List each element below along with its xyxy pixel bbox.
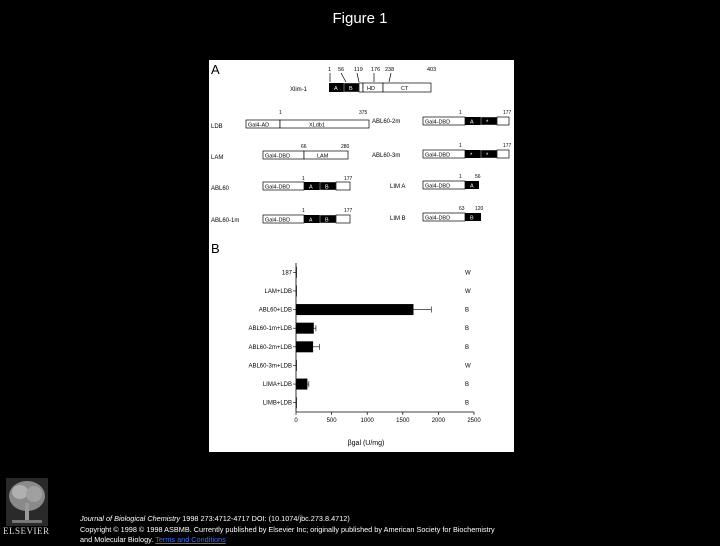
x-axis-label: βgal (U/mg)	[347, 440, 385, 447]
construct-name: ABL60-2m	[372, 119, 401, 125]
construct-box-0: Gal4-DBD	[425, 183, 451, 190]
construct-box-1: A	[470, 119, 474, 126]
bar	[296, 285, 297, 296]
construct-abl60-3m	[372, 143, 512, 159]
construct-name: LDB	[211, 124, 223, 130]
construct-box-0: Gal4-DBD	[425, 119, 451, 126]
panel-b-label: B	[211, 241, 220, 256]
construct-start: 1	[279, 110, 282, 116]
bar	[296, 304, 413, 315]
colony-color-label: B	[465, 382, 470, 389]
construct-box-2: *	[486, 120, 489, 126]
bar	[296, 267, 297, 278]
construct-lim-a	[390, 174, 481, 190]
construct-name: LIM A	[390, 184, 406, 190]
x-tick-label: 1000	[360, 418, 374, 424]
colony-color-label: W	[465, 363, 471, 370]
construct-box-0: Gal4-DBD	[265, 153, 291, 160]
x-tick-label: 2500	[467, 418, 481, 424]
category-label: LAM+LDB	[264, 288, 292, 295]
construct-start: 1	[459, 174, 462, 180]
x-tick-label: 1500	[396, 418, 410, 424]
construct-box-0: Gal4-DBD	[425, 152, 451, 159]
construct-box-1: A	[309, 184, 313, 191]
construct-name: LAM	[211, 155, 224, 161]
category-label: LIMA+LDB	[262, 382, 292, 389]
construct-start: 1	[459, 110, 462, 116]
construct-box-1: *	[470, 153, 473, 159]
xlim-pos-5: 403	[427, 67, 437, 73]
xlim-pos-2: 119	[354, 67, 363, 73]
construct-box-0: Gal4-AD	[248, 122, 270, 129]
construct-lam	[211, 144, 350, 161]
colony-color-label: B	[465, 344, 470, 351]
x-tick-label: 2000	[431, 418, 446, 424]
construct-box-1: A	[470, 183, 474, 190]
construct-box-2: B	[325, 184, 329, 191]
construct-abl60-2m	[372, 110, 512, 126]
figure-svg	[209, 60, 514, 452]
construct-abl60	[211, 176, 353, 192]
construct-abl60-1m	[211, 208, 353, 224]
journal-name: Journal of Biological Chemistry	[80, 514, 181, 523]
category-label: 187	[281, 270, 292, 277]
construct-box-2: *	[486, 153, 489, 159]
construct-end: 177	[344, 176, 353, 182]
construct-box-2: B	[325, 217, 329, 224]
slide-title: Figure 1	[332, 10, 388, 27]
xlim-name: Xlim-1	[290, 87, 308, 93]
citation-footer	[80, 514, 500, 546]
xlim-pos-0: 1	[328, 67, 332, 73]
category-label: ABL60-2m+LDB	[248, 344, 292, 351]
bar-chart	[248, 263, 481, 447]
construct-name: LIM B	[390, 216, 406, 222]
x-tick-label: 0	[294, 418, 298, 424]
construct-end: 120	[475, 206, 484, 212]
construct-end: 177	[503, 143, 512, 149]
xlim-domain-hd: HD	[367, 86, 375, 92]
construct-start: 63	[459, 206, 465, 212]
xlim-diagram	[290, 67, 436, 93]
construct-start: 1	[459, 143, 462, 149]
figure-panel	[209, 60, 514, 452]
construct-box-1: XLdb1	[309, 122, 325, 129]
colony-color-label: W	[465, 270, 471, 277]
construct-box-1: A	[309, 217, 313, 224]
xlim-domain-ct: CT	[401, 86, 409, 92]
construct-end: 375	[359, 110, 368, 116]
construct-box-0: Gal4-DBD	[265, 184, 291, 191]
construct-box-0: Gal4-DBD	[265, 217, 291, 224]
bar	[296, 341, 313, 352]
category-label: ABL60-3m+LDB	[248, 363, 292, 370]
construct-name: ABL60-1m	[211, 218, 240, 224]
xlim-domain-b: B	[349, 86, 353, 92]
xlim-domain-a: A	[334, 86, 338, 92]
terms-link[interactable]: Terms and Conditions	[155, 535, 226, 544]
category-label: LIMB+LDB	[262, 400, 292, 407]
construct-lim-b	[390, 206, 484, 222]
panel-a-label: A	[211, 62, 220, 77]
construct-box-0: Gal4-DBD	[425, 215, 451, 222]
construct-end: 280	[341, 144, 350, 150]
category-label: ABL60-1m+LDB	[248, 326, 292, 333]
xlim-pos-1: 56	[338, 67, 345, 73]
xlim-pos-4: 238	[385, 67, 395, 73]
construct-end: 177	[503, 110, 512, 116]
xlim-pos-3: 176	[371, 67, 381, 73]
x-tick-label: 500	[326, 418, 337, 424]
colony-color-label: B	[465, 326, 470, 333]
construct-ldb	[211, 110, 369, 130]
construct-start: 1	[302, 208, 305, 214]
construct-box-1: B	[470, 215, 474, 222]
bar	[296, 360, 297, 371]
copyright-text: Copyright © 1998 © 1998 ASBMB. Currently published by Elsevier Inc; originally published by American Society for Biochemistry and Molecular Biology.	[80, 524, 495, 544]
construct-name: ABL60-3m	[372, 153, 401, 159]
bar	[296, 323, 314, 334]
citation-text: 1998 273:4712-4717 DOI: (10.1074/jbc.273.8.4712)	[180, 514, 350, 523]
bar	[296, 379, 307, 390]
colony-color-label: B	[465, 400, 470, 407]
construct-box-1: LAM	[317, 153, 329, 160]
category-label: ABL60+LDB	[258, 307, 292, 314]
construct-start: 66	[301, 144, 307, 150]
construct-end: 56	[475, 174, 481, 180]
colony-color-label: W	[465, 288, 471, 295]
elsevier-wordmark: ELSEVIER	[3, 526, 50, 536]
construct-start: 1	[302, 176, 305, 182]
colony-color-label: B	[465, 307, 470, 314]
construct-end: 177	[344, 208, 353, 214]
construct-name: ABL60	[211, 186, 230, 192]
bar	[296, 397, 297, 408]
